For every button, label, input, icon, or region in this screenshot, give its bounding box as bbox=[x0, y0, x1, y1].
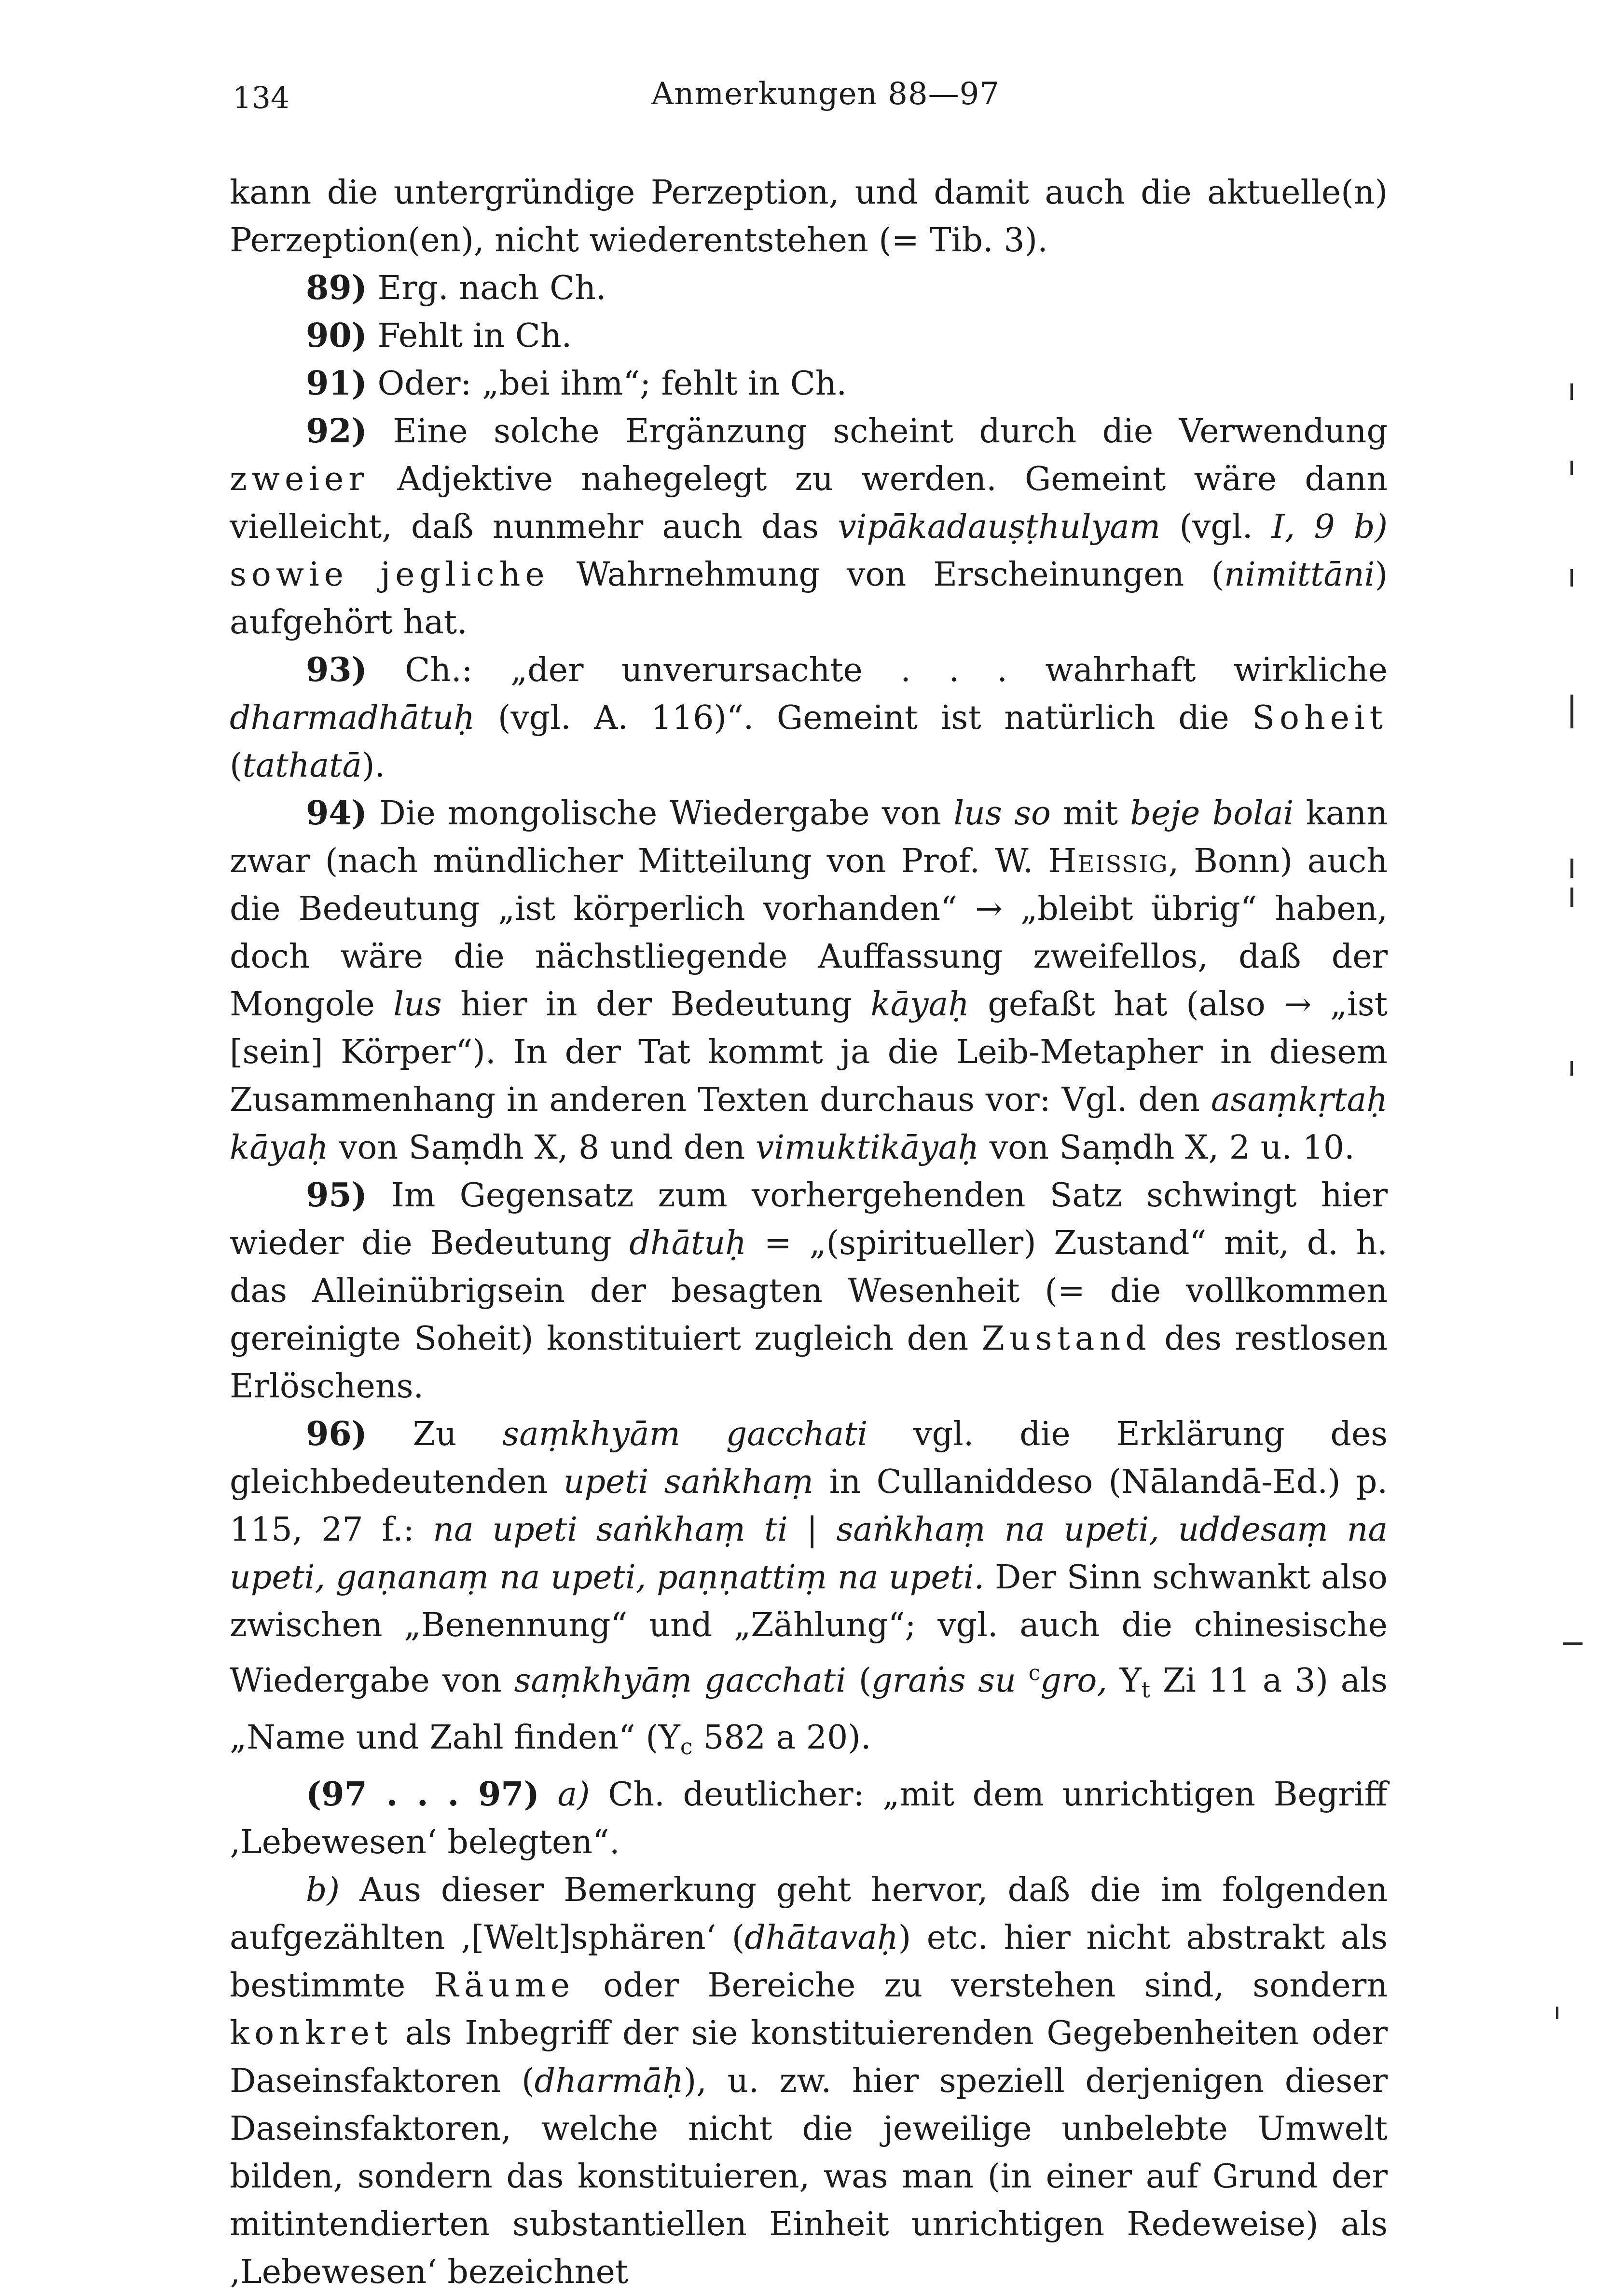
scan-speck bbox=[1570, 859, 1573, 878]
note-number: 91) bbox=[306, 364, 367, 403]
sub-label: a) bbox=[557, 1776, 590, 1814]
note-92: 92) Eine solche Ergänzung scheint durch die Verwendung zweier Adjektive nahegelegt zu werden. Gemeint wäre dann vielleicht, daß nunmehr auch das vipākadauṣṭhulyam (vgl. I, 9 b) sowie jegliche Wahrnehmung von Erscheinungen (nimittāni) aufgehört hat. bbox=[230, 412, 1388, 642]
sanskrit-term: saṃkhyāṃ gacchati bbox=[514, 1662, 846, 1700]
sanskrit-term: vimuktikāyaḥ bbox=[755, 1129, 979, 1167]
scan-speck bbox=[1556, 2007, 1558, 2019]
sanskrit-term: asaṃkṛtaḥ kāyaḥ bbox=[230, 1081, 1388, 1167]
mongolian-term: beje bolai bbox=[1130, 794, 1294, 833]
note-94: 94) Die mongolische Wiedergabe von lus so mit beje bolai kann zwar (nach mündlicher Mitteilung von Prof. W. Heissig, Bonn) auch die Bedeutung „ist körperlich vorhanden“ → „bleibt übrig“ haben, doch wäre die nächstliegende Auffassung zweifellos, daß der Mongole lus hier in der Bedeutung kāyaḥ gefaßt hat (also → „ist [sein] Körper“). In der Tat kommt ja die Leib-Metapher in diesem Zusammenhang in anderen Texten durchaus vor: Vgl. den asaṃkṛtaḥ kāyaḥ von Saṃdh X, 8 und den vimuktikāyaḥ von Saṃdh X, 2 u. 10. bbox=[230, 794, 1388, 1167]
note-93: 93) Ch.: „der unverursachte . . . wahrhaft wirkliche dharmadhātuḥ (vgl. A. 116)“. Gemeint ist natürlich die Soheit (tathatā). bbox=[230, 651, 1388, 785]
note-number: 95) bbox=[306, 1176, 367, 1215]
note-number: 90) bbox=[306, 316, 367, 355]
pali-term: upeti saṅkhaṃ bbox=[563, 1463, 814, 1501]
superscript: c bbox=[1028, 1661, 1041, 1685]
author-name: Heissig bbox=[1048, 842, 1169, 880]
mongolian-term: lus so bbox=[953, 794, 1051, 833]
note-91: 91) Oder: „bei ihm“; fehlt in Ch. bbox=[306, 364, 847, 403]
note-number: 89) bbox=[306, 269, 367, 307]
scan-speck bbox=[1570, 461, 1573, 475]
scan-speck bbox=[1563, 1642, 1583, 1645]
note-97b: b) Aus dieser Bemerkung geht hervor, daß die im folgenden aufgezählten ‚[Welt]sphären‘ (dhātavaḥ) etc. hier nicht abstrakt als bestimmte Räume oder Bereiche zu verstehen sind, sondern konkret als Inbegriff der sie konstituierenden Gegebenheiten oder Daseinsfaktoren (dharmāḥ), u. zw. hier speziell derjenigen dieser Daseinsfaktoren, welche nicht die jeweilige unbelebte Umwelt bilden, sondern das konstituieren, was man (in einer auf Grund der mitintendierten substantiellen Einheit unrichtigen Redeweise) als ‚Lebewesen‘ bezeichnet bbox=[230, 1871, 1388, 2291]
sanskrit-term: tathatā bbox=[242, 747, 362, 785]
sanskrit-term: kāyaḥ bbox=[870, 985, 969, 1024]
subscript: t bbox=[1141, 1677, 1151, 1703]
sanskrit-term: dhātuḥ bbox=[629, 1224, 747, 1262]
spaced-text: zweier bbox=[230, 460, 369, 498]
note-number: 93) bbox=[306, 651, 367, 689]
note-97a: (97 . . . 97) a) Ch. deutlicher: „mit dem unrichtigen Begriff ‚Lebewesen‘ belegten“. bbox=[230, 1775, 1388, 1861]
scan-speck bbox=[1570, 383, 1573, 400]
scan-speck bbox=[1570, 888, 1573, 907]
note-88-continuation: kann die untergründige Perzeption, und damit auch die aktuelle(n) Perzeption(en), nicht wiederentstehen (= Tib. 3). bbox=[230, 174, 1388, 260]
sanskrit-term: dharmadhātuḥ bbox=[230, 699, 475, 737]
note-number: 96) bbox=[306, 1415, 367, 1453]
note-96: 96) Zu saṃkhyām gacchati vgl. die Erklärung des gleichbedeutenden upeti saṅkhaṃ in Cullaniddeso (Nālandā-Ed.) p. 115, 27 f.: na upeti saṅkhaṃ ti | saṅkhaṃ na upeti, uddesaṃ na upeti, gaṇanaṃ na upeti, paṇṇattiṃ na upeti. Der Sinn schwankt also zwischen „Benennung“ und „Zählung“; vgl. auch die chinesische Wiedergabe von saṃkhyāṃ gacchati (graṅs su $^c$gro, $Y_t$ Zi 11 a 3) als „Name und Zahl finden“ ($Y_c$ 582 a 20). bbox=[230, 1415, 1388, 1760]
note-number: 92) bbox=[306, 412, 367, 451]
note-number: (97 . . . 97) bbox=[306, 1775, 539, 1814]
sanskrit-term: nimittāni bbox=[1224, 556, 1375, 594]
tibetan-term: gro, bbox=[1040, 1662, 1107, 1700]
page-header bbox=[233, 72, 1386, 125]
sanskrit-term: dhātavaḥ bbox=[744, 1919, 898, 1957]
mongolian-term: lus bbox=[393, 985, 442, 1024]
verse-reference: I, 9 b) bbox=[1271, 508, 1388, 546]
scan-speck bbox=[1570, 695, 1573, 728]
sub-label: b) bbox=[306, 1871, 340, 1909]
page-number: 134 bbox=[233, 80, 290, 115]
subscript: c bbox=[680, 1734, 693, 1760]
pali-quote: saṅkhaṃ na upeti, uddesaṃ na upeti, gaṇanaṃ na upeti, paṇṇattiṃ na upeti. bbox=[230, 1511, 1388, 1597]
spaced-text: sowie jegliche bbox=[230, 556, 550, 594]
spaced-text: Soheit bbox=[1252, 699, 1388, 737]
note-95: 95) Im Gegensatz zum vorhergehenden Satz schwingt hier wieder die Bedeutung dhātuḥ = „(spiritueller) Zustand“ mit, d. h. das Alleinübrigsein der besagten Wesenheit (= die vollkommen gereinigte Soheit) konstituiert zugleich den Zustand des restlosen Erlöschens. bbox=[230, 1176, 1388, 1406]
sanskrit-term: saṃkhyām gacchati bbox=[502, 1415, 868, 1453]
spaced-text: konkret bbox=[230, 2014, 393, 2052]
running-title: Anmerkungen 88—97 bbox=[651, 76, 1000, 112]
tibetan-term: graṅs su bbox=[871, 1662, 1016, 1700]
scan-speck bbox=[1570, 1061, 1573, 1076]
note-89: 89) Erg. nach Ch. bbox=[306, 269, 606, 307]
note-90: 90) Fehlt in Ch. bbox=[306, 316, 572, 355]
note-number: 94) bbox=[306, 794, 367, 833]
scan-speck bbox=[1570, 569, 1573, 587]
spaced-text: Räume bbox=[434, 1967, 575, 2005]
sanskrit-term: vipākadauṣṭhulyam bbox=[838, 508, 1161, 546]
spaced-text: Zustand bbox=[981, 1320, 1151, 1358]
sanskrit-term: dharmāḥ bbox=[534, 2062, 684, 2100]
pali-quote: na upeti saṅkhaṃ ti bbox=[433, 1511, 788, 1549]
notes-text bbox=[230, 169, 1388, 2296]
